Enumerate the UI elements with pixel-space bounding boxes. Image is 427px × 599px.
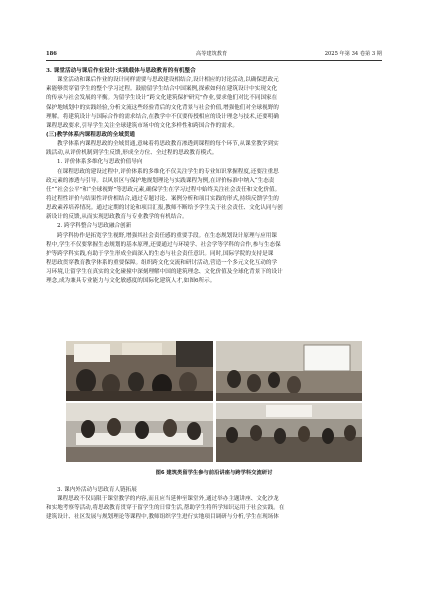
subsection-heading: (三)教学体系内课程思政的全域贯通: [46, 131, 136, 138]
paragraph-line: 素能够贯穿留学生的整个学习过程。鼓励留学生结合中国案例,探索如何在建筑设计中实现文化: [46, 86, 278, 93]
paragraph-line: 理解。将建筑设计与国际合作的需求结合,在教学中不仅要传授相应的设计理念与技术,还要明确: [46, 113, 279, 120]
item-heading: 1. 评价体系多维化与思政价值导向: [57, 159, 143, 166]
paragraph-line: 程中,学生不仅要掌握生态规划的基本原理,还要通过与环境学、社会学等学科的合作,参与生态保: [46, 241, 281, 248]
paragraph-line: 保护地域划中的实践经验,分析文流这些经验背后的文化背景与社会价值,增强他们对全球视野的: [46, 104, 279, 111]
journal-title: 高等建筑教育: [196, 51, 228, 57]
paragraph-line: 跨学科协作是拓宽学生视野,增强其社会责任感的重要手段。在生态规划设计原理与应用课: [57, 232, 277, 239]
figure-caption: 图6 建筑类留学生参与前沿讲座与跨学科交流研讨: [155, 470, 273, 476]
paragraph-line: 教学体系内课程思政的全域贯通,意味着将思政教育渗透到课程的每个环节,从课堂教学到实: [57, 141, 279, 148]
paragraph-line: 践活动,从评价机制到学生反馈,形成全方位、全过程的思政教育模式。: [46, 150, 218, 157]
paragraph-line: 的传承与社会发展的平衡。为留学生设计“跨文化建筑保护研究”作业,要求他们对比不同国家在: [46, 95, 278, 102]
paragraph-line: 和实地考察等活动,将思政教育贯穿于留学生的日常生活,帮助学生将所学知识运用于社会实践。在: [46, 505, 285, 512]
item-heading: 2. 跨学科整合与思政融合创新: [57, 223, 132, 230]
classroom-photo: [216, 341, 362, 401]
paragraph-line: 课堂活动和课后作业的设计同样需要与思政建设相结合,设计相应的讨论活动,以确保思政元: [57, 77, 279, 84]
body-text-bottom: [46, 486, 382, 523]
lecture-photo: [66, 341, 213, 401]
item-heading: 3. 课内外活动与思政育人链拓展: [57, 487, 137, 493]
paragraph-line: 任”“社会公平”和“全球视野”等思政元素,确保学生在学习过程中始终关注社会责任和文化价值。: [46, 186, 281, 193]
section-heading: 3. 课堂活动与课后作业设计:实践载体与思政教育的有机整合: [46, 68, 196, 74]
paragraph-line: 课程思政要求,引导学生关注全球建筑市场中的文化多样性和跨国合作的需求。: [46, 122, 238, 129]
seminar-photo: [66, 403, 213, 462]
paragraph-line: 习环境,让留学生在真实的文化碰撞中深刻理解中国的建筑理念、文化价值及全球化背景下的设计: [46, 269, 283, 276]
conference-photo: [216, 403, 362, 462]
running-header: [46, 49, 382, 59]
paragraph-line: 护等跨学科实践,有助于学生形成全面深入的生态与社会责任意识。同时,国际学院的支持是课: [46, 250, 274, 257]
paragraph-line: 理念,成为兼具专业能力与文化敏感度的国际化建筑人才,如图6所示。: [46, 278, 216, 285]
paragraph-line: 思政素养培养情况。通过定期的讨论和项目汇报,教师不断给予学生关于社会责任、文化认同与创: [46, 205, 283, 212]
paragraph-line: 程思政贯穿教育教学体系的重要保障。组织跨文化交流和研讨活动,营造一个多元文化互动的学: [46, 259, 278, 266]
figure-photo-collage: [66, 341, 362, 462]
paragraph-line: 政元素的渗透与引导。以风景区与保护地规划理论与实践课程为例,在评价标准中纳入“生态责: [46, 177, 275, 184]
body-text-top: [46, 67, 382, 286]
paragraph-line: 新设计的反馈,从而实现思政教育与专业教学的有机结合。: [46, 214, 188, 221]
issue-info: 2025 年第 34 卷第 3 期: [324, 51, 382, 57]
paragraph-line: 将过程性评价与结果性评价相结合,通过专题讨论、案例分析和项目实践的形式,持续反馈学生的: [46, 195, 279, 202]
paragraph-line: 在课程思政的建设过程中,评价体系的多维化不仅关注学生的专业知识掌握程度,还要注重思: [57, 168, 279, 175]
page-number: 186: [46, 51, 57, 57]
header-rule: [46, 60, 382, 61]
paragraph-line: 课程思政不仅局限于课堂教学的内容,而且应当延伸至课堂外,通过举办主题讲座、文化沙龙: [57, 496, 279, 503]
paragraph-line: 建筑设计、社区发展与规划理论等课程中,教师组织学生进行实地项目调研与分析,学生在现场体: [46, 514, 279, 521]
